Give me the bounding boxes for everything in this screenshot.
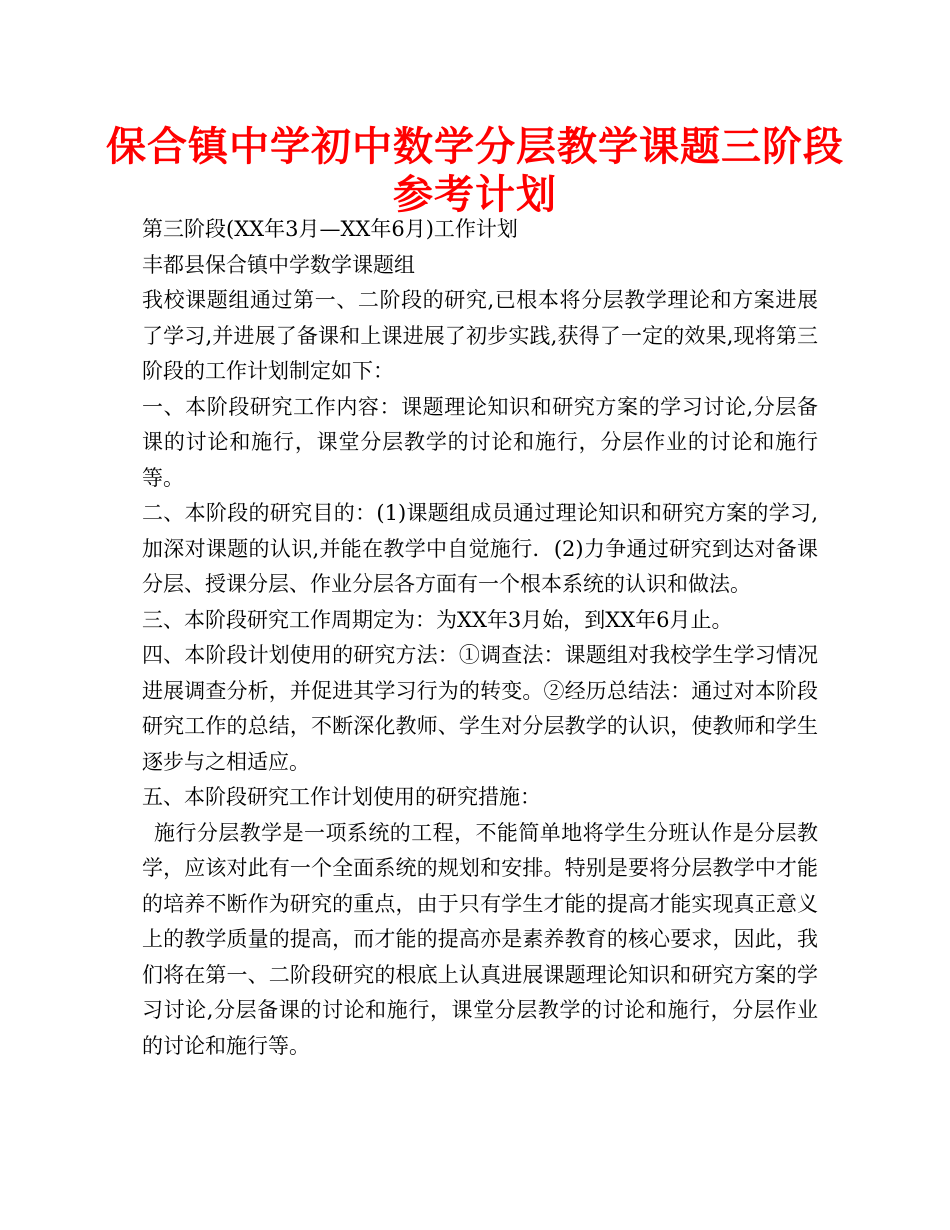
- section-2-goals: 二、本阶段的研究目的：(1)课题组成员通过理论知识和研究方案的学习,加深对课题的认识,并能在教学中自觉施行．(2)力争通过研究到达对备课分层、授课分层、作业分层各方面有一个根本系统的认识和做法。: [142, 501, 818, 596]
- stage-heading: 第三阶段(XX年3月—XX年6月)工作计划: [142, 217, 518, 241]
- section-4-methods: 四、本阶段计划使用的研究方法：①调查法：课题组对我校学生学习情况进展调查分析，并促进其学习行为的转变。②经历总结法：通过对本阶段研究工作的总结，不断深化教师、学生对分层教学的认识，使教师和学生逐步与之相适应。: [142, 643, 818, 774]
- section-5-measures: 施行分层教学是一项系统的工程，不能简单地将学生分班认作是分层教学，应该对此有一个全面系统的规划和安排。特别是要将分层教学中才能的培养不断作为研究的重点，由于只有学生才能的提高才能实现真正意义上的教学质量的提高，而才能的提高亦是素养教育的核心要求，因此，我们将在第一、二阶段研究的根底上认真进展课题理论知识和研究方案的学习讨论,分层备课的讨论和施行，课堂分层教学的讨论和施行，分层作业的讨论和施行等。: [142, 820, 818, 1058]
- document-title-line1: 保合镇中学初中数学分层教学课题三阶段: [106, 124, 844, 170]
- section-3-period: 三、本阶段研究工作周期定为：为XX年3月始，到XX年6月止。: [142, 607, 733, 632]
- document-body: [142, 212, 818, 1064]
- author-group: 丰都县保合镇中学数学课题组: [142, 252, 415, 277]
- intro-paragraph: 我校课题组通过第一、二阶段的研究,已根本将分层教学理论和方案进展了学习,并进展了备课和上课进展了初步实践,获得了一定的效果,现将第三阶段的工作计划制定如下：: [142, 288, 818, 383]
- section-5-heading: 五、本阶段研究工作计划使用的研究措施：: [142, 785, 541, 809]
- document-title-line2: 参考计划: [393, 172, 557, 218]
- section-1-content: 一、本阶段研究工作内容：课题理论知识和研究方案的学习讨论,分层备课的讨论和施行，课堂分层教学的讨论和施行，分层作业的讨论和施行等。: [142, 394, 818, 490]
